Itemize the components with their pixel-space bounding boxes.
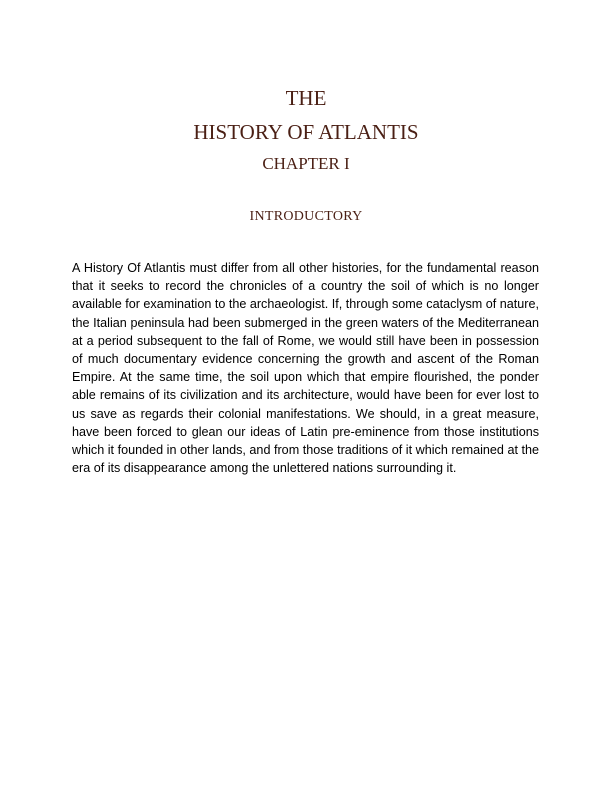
title-line-the: THE [285, 86, 327, 110]
section-heading: INTRODUCTORY [249, 209, 363, 224]
book-title: HISTORY OF ATLANTIS [193, 120, 419, 144]
body-paragraph: A History Of Atlantis must differ from all other histories, for the fundamental reason that it seeks to record the chronicles of a country the soil of which is no longer available for examination to the archaeologist. If, through some cataclysm of nature, the Italian peninsula had been submerged in the green waters of the Mediterranean at a period subsequent to the fall of Rome, we would still have been in possession of much documentary evidence concerning the growth and ascent of the Roman Empire. At the same time, the soil upon which that empire flourished, the ponder able remains of its civilization and its architecture, would have been for ever lost to us save as regards their colonial manifestations. We should, in a great measure, have been forced to glean our ideas of Latin pre-eminence from those institutions which it founded in other lands, and from those traditions of it which remained at the era of its disappearance among the unlettered nations surrounding it. [72, 261, 539, 476]
chapter-heading: CHAPTER I [262, 154, 350, 173]
